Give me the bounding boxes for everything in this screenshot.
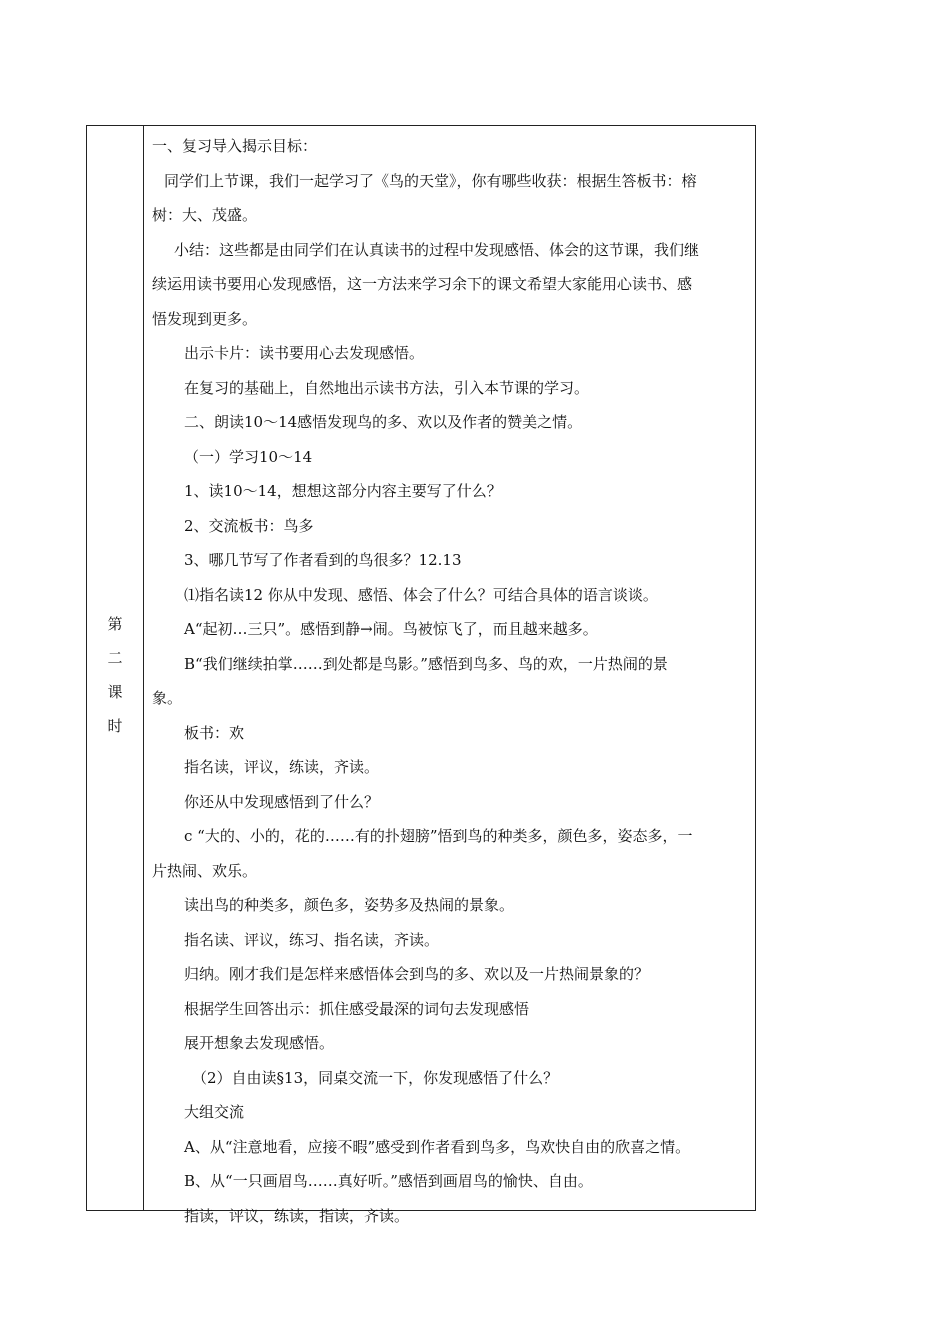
content-line: 出示卡片：读书要用心去发现感悟。 <box>184 344 425 362</box>
content-line: （2）自由读§13，同桌交流一下，你发现感悟了什么？ <box>192 1068 559 1087</box>
content-line: 续运用读书要用心发现感悟，这一方法来学习余下的课文希望大家能用心读书、感 <box>152 275 693 293</box>
content-line: ⑴指名读12 你从中发现、感悟、体会了什么？可结合具体的语言谈谈。 <box>184 585 658 604</box>
lesson-label-cell <box>87 126 144 1210</box>
content-line: 在复习的基础上，自然地出示读书方法，引入本节课的学习。 <box>184 378 590 397</box>
content-line: 你还从中发现感悟到了什么？ <box>184 792 380 811</box>
content-line: 大组交流 <box>184 1103 245 1121</box>
lesson-content-cell <box>144 126 755 1225</box>
content-line: 读出鸟的种类多，颜色多，姿势多及热闹的景象。 <box>184 896 515 914</box>
content-line: 3、哪几节写了作者看到的鸟很多？12.13 <box>184 551 462 569</box>
content-line: 板书：欢 <box>184 723 245 742</box>
lesson-plan-table <box>86 125 756 1225</box>
content-line: 树：大、茂盛。 <box>152 206 258 224</box>
content-line: 二、朗读10～14感悟发现鸟的多、欢以及作者的赞美之情。 <box>184 413 583 431</box>
content-line: B“我们继续拍掌……到处都是鸟影。”感悟到鸟多、鸟的欢，一片热闹的景 <box>184 654 668 673</box>
content-line: 根据学生回答出示：抓住感受最深的词句去发现感悟 <box>184 999 530 1018</box>
lesson-label-char: 时 <box>107 716 123 735</box>
content-line: A“起初…三只”。感悟到静→闹。鸟被惊飞了，而且越来越多。 <box>184 620 598 638</box>
content-line: c “大的、小的，花的……有的扑翅膀”悟到鸟的种类多，颜色多，姿态多，一 <box>184 827 693 845</box>
content-line: B、从“一只画眉鸟……真好听。”感悟到画眉鸟的愉快、自由。 <box>184 1172 593 1190</box>
content-line: 2、交流板书：鸟多 <box>184 516 314 535</box>
content-line: 悟发现到更多。 <box>152 309 258 328</box>
content-line: 象。 <box>152 689 183 707</box>
content-line: A、从“注意地看，应接不暇”感受到作者看到鸟多，鸟欢快自由的欣喜之情。 <box>184 1137 691 1156</box>
content-line: 同学们上节课，我们一起学习了《鸟的天堂》，你有哪些收获：根据生答板书：榕 <box>164 171 697 190</box>
content-line: （一）学习10～14 <box>184 447 313 466</box>
content-line: 指名读，评议，练读，齐读。 <box>184 758 380 776</box>
lesson-label-char: 二 <box>107 648 123 667</box>
content-line: 1、读10～14，想想这部分内容主要写了什么？ <box>184 482 502 500</box>
content-line: 指读，评议，练读，指读，齐读。 <box>184 1206 410 1225</box>
content-line: 归纳。刚才我们是怎样来感悟体会到鸟的多、欢以及一片热闹景象的？ <box>184 965 650 983</box>
content-line: 指名读、评议，练习、指名读，齐读。 <box>184 930 440 949</box>
lesson-label <box>107 613 122 736</box>
content-line: 一、复习导入揭示目标： <box>152 137 318 155</box>
content-line: 小结：这些都是由同学们在认真读书的过程中发现感悟、体会的这节课，我们继 <box>174 240 700 259</box>
content-line: 展开想象去发现感悟。 <box>184 1034 335 1052</box>
lesson-label-char: 第 <box>107 614 123 633</box>
lesson-label-char: 课 <box>107 682 123 701</box>
content-line: 片热闹、欢乐。 <box>152 861 258 880</box>
